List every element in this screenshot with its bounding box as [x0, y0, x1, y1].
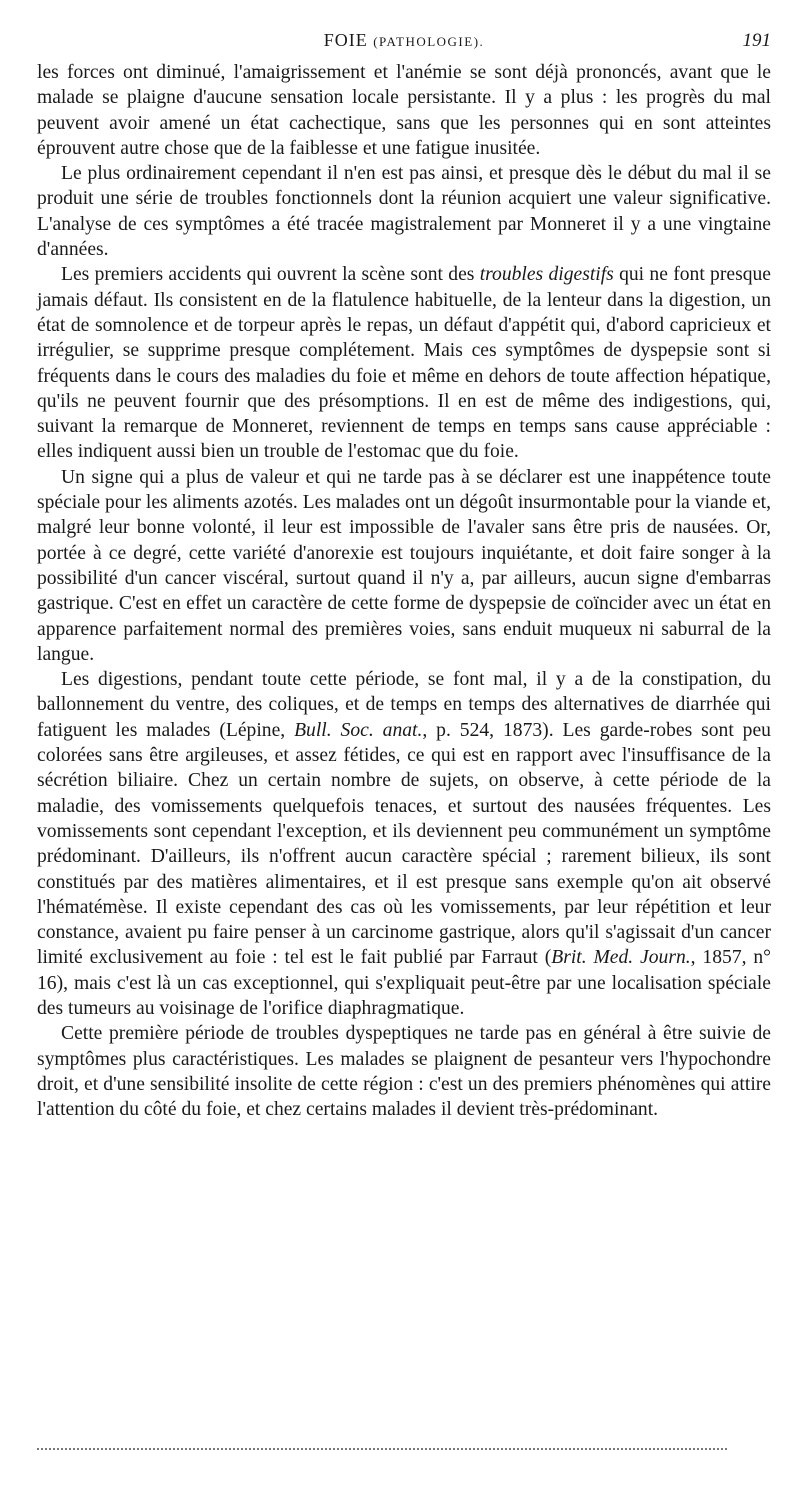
- paragraph-2: Le plus ordinairement cependant il n'en est pas ainsi, et presque dès le début du mal il se produit une série de troubles fonctionnels dont la réunion acquiert une valeur significative. L'analyse de ces symptômes a été tracée magistralement par Monneret il y a une vingtaine d'années.: [37, 163, 771, 261]
- running-title-sub: (PATHOLOGIE).: [373, 34, 485, 49]
- paragraph-3-italic: troubles digestifs: [479, 264, 614, 286]
- paragraph-5-citation-2: Brit. Med. Journ.: [551, 947, 691, 969]
- paragraph-5-text-a: Les digestions, pendant toute cette période, se font mal, il y a de la constipation, du ballonnement du ventre, des coliques, et de temps en temps des alternatives de diarrhée qui fatiguent les malades (Lépine,: [37, 669, 771, 741]
- paragraph-5-text-c: , 1857, n° 16), mais c'est là un cas exceptionnel, qui s'expliquait peut-être par une localisation spéciale des tumeurs au voisinage de l'orifice diaphragmatique.: [37, 947, 771, 1019]
- footer-dotted-rule: [37, 1448, 727, 1450]
- book-page: [37, 30, 771, 1122]
- body-text: [37, 60, 771, 1122]
- paragraph-3-text-b: qui ne font presque jamais défaut. Ils consistent en de la flatulence habituelle, de la lenteur dans la digestion, un état de somnolence et de torpeur après le repas, un défaut d'appétit qui, d'abord capricieux et irrégulier, se supprime presque complétement. Mais ces symptômes de dyspepsie sont si fréquents dans le cours des maladies du foie et même en dehors de toute affection hépatique, qu'ils ne peuvent fournir que des présomptions. Il en est de même des indigestions, qui, suivant la remarque de Monneret, reviennent de temps en temps sans cause appréciable : elles indiquent aussi bien un trouble de l'estomac que du foie.: [37, 264, 771, 463]
- paragraph-6: Cette première période de troubles dyspeptiques ne tarde pas en général à être suivie de symptômes plus caractéristiques. Les malades se plaignent de pesanteur vers l'hypochondre droit, et d'une sensibilité insolite de cette région : c'est un des premiers phénomènes qui attire l'attention du côté du foie, et chez certains malades il devient très-prédominant.: [37, 1023, 771, 1121]
- running-head: [37, 30, 771, 60]
- running-title: [37, 30, 771, 51]
- paragraph-3: [37, 262, 771, 464]
- paragraph-5-text-b: , p. 524, 1873). Les garde-robes sont peu colorées sans être argileuses, et assez fétides, ce qui est en rapport avec l'insuffisance de la sécrétion biliaire. Chez un certain nombre de sujets, on observe, à cette période de la maladie, des vomissements quelquefois tenaces, et surtout des nausées fréquentes. Les vomissements sont cependant l'exception, et ils deviennent peu communément un symptôme prédominant. D'ailleurs, ils n'offrent aucun caractère spécial ; rarement bilieux, ils sont constitués par des matières alimentaires, et il est presque sans exemple qu'on ait observé l'hématémèse. Il existe cependant des cas où les vomissements, par leur répétition et leur constance, avaient pu faire penser à un carcinome gastrique, alors qu'il s'agissait d'un cancer limité exclusivement au foie : tel est le fait publié par Farraut (: [37, 719, 771, 969]
- paragraph-1: les forces ont diminué, l'amaigrissement et l'anémie se sont déjà prononcés, avant que le malade se plaigne d'aucune sensation locale persistante. Il y a plus : les progrès du mal peuvent avoir amené un état cachectique, sans que les personnes qui en sont atteintes éprouvent autre chose que de la faiblesse et une fatigue inusitée.: [37, 62, 771, 159]
- page-number: 191: [742, 30, 771, 51]
- paragraph-3-text-a: Les premiers accidents qui ouvrent la scène sont des: [61, 264, 480, 286]
- paragraph-5-citation-1: Bull. Soc. anat.: [294, 719, 423, 741]
- paragraph-5: [37, 667, 771, 1021]
- running-title-main: FOIE: [323, 30, 368, 50]
- paragraph-4: Un signe qui a plus de valeur et qui ne tarde pas à se déclarer est une inappétence toute spéciale pour les aliments azotés. Les malades ont un dégoût insurmontable pour la viande et, malgré leur bonne volonté, il leur est impossible de l'avaler sans être pris de nausées. Or, portée à ce degré, cette variété d'anorexie est toujours inquiétante, et doit faire songer à la possibilité d'un cancer viscéral, surtout quand il n'y a, par ailleurs, aucun signe d'embarras gastrique. C'est en effet un caractère de cette forme de dyspepsie de coïncider avec un état en apparence parfaitement normal des premières voies, sans enduit muqueux ni saburral de la langue.: [37, 466, 771, 665]
